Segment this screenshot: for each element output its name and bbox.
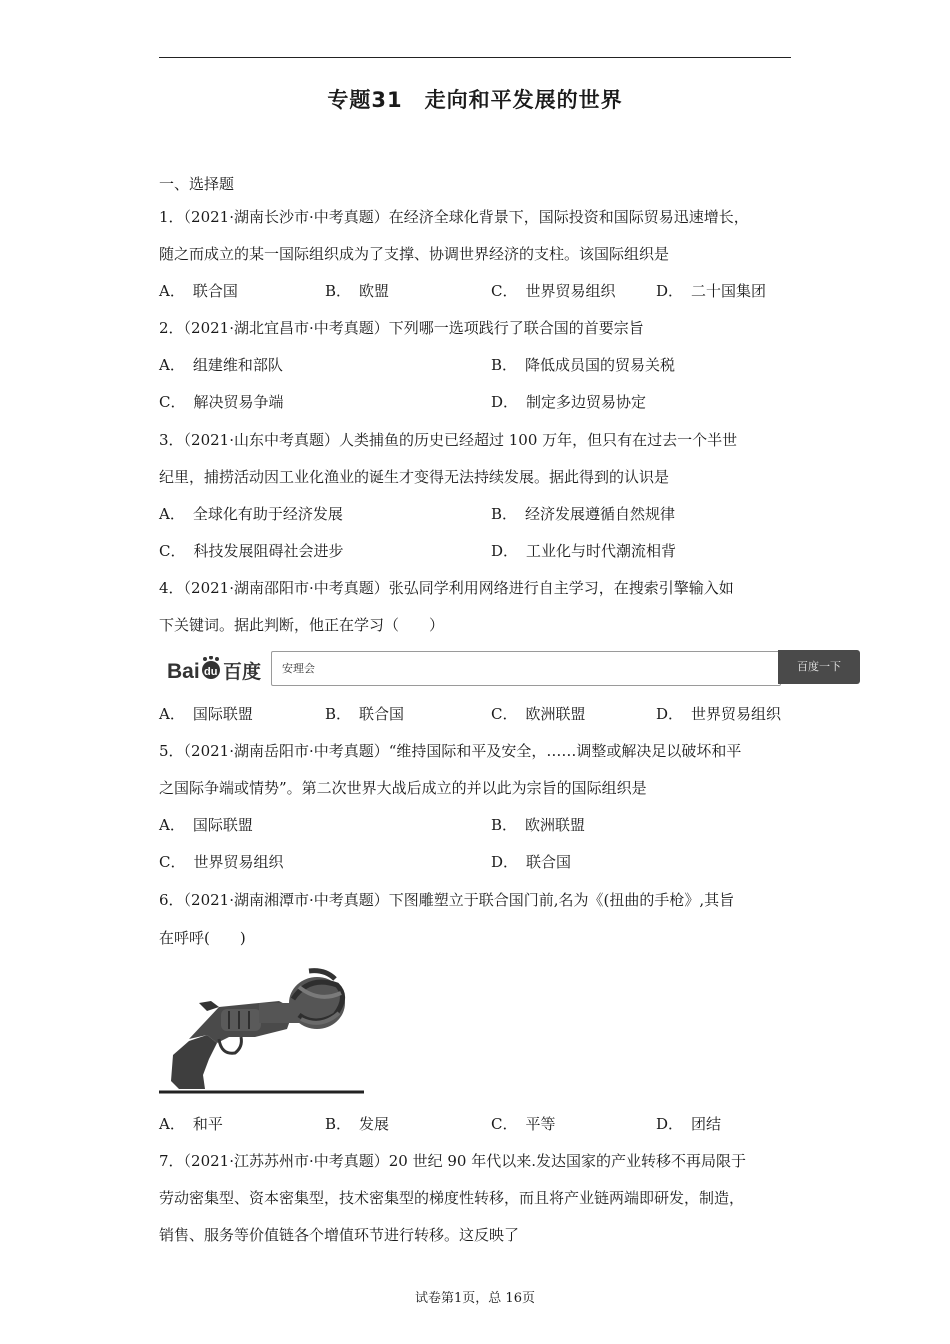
q6-option-b: B． 发展 bbox=[325, 1115, 390, 1133]
q2-line1: 2．（2021·湖北宜昌市·中考真题）下列哪一选项践行了联合国的首要宗旨 bbox=[159, 319, 644, 337]
q1-line1: 1．（2021·湖南长沙市·中考真题）在经济全球化背景下，国际投资和国际贸易迅速增长， bbox=[159, 208, 749, 226]
knotted-gun-sculpture-image bbox=[159, 963, 364, 1095]
q2-option-d: D． 制定多边贸易协定 bbox=[491, 393, 647, 411]
title-number: 专题31 bbox=[327, 88, 403, 112]
q1-option-d: D． 二十国集团 bbox=[656, 282, 767, 300]
q6-line1: 6．（2021·湖南湘潭市·中考真题）下图雕塑立于联合国门前,名为《(扭曲的手枪》,其旨 bbox=[159, 891, 735, 909]
q7-line2: 劳动密集型、资本密集型，技术密集型的梯度性转移，而且将产业链两端即研发，制造， bbox=[159, 1189, 745, 1207]
search-query-text: 安理会 bbox=[282, 662, 315, 675]
svg-text:百度: 百度 bbox=[223, 661, 262, 683]
top-rule bbox=[159, 57, 791, 58]
q3-option-a: A． 全球化有助于经济发展 bbox=[159, 505, 343, 523]
q4-line1: 4．（2021·湖南邵阳市·中考真题）张弘同学利用网络进行自主学习，在搜索引擎输入如 bbox=[159, 579, 734, 597]
q3-line1: 3．（2021·山东中考真题）人类捕鱼的历史已经超过 100 万年，但只有在过去一个半世 bbox=[159, 431, 738, 449]
q3-option-b: B． 经济发展遵循自然规律 bbox=[491, 505, 676, 523]
q1-option-b: B． 欧盟 bbox=[325, 282, 390, 300]
q3-option-d: D． 工业化与时代潮流相背 bbox=[491, 542, 677, 560]
q5-option-a: A． 国际联盟 bbox=[159, 816, 253, 834]
q2-option-a: A． 组建维和部队 bbox=[159, 356, 283, 374]
q6-line2: 在呼呼( ) bbox=[159, 929, 246, 947]
search-button[interactable]: 百度一下 bbox=[778, 650, 860, 684]
baidu-search-image bbox=[163, 648, 841, 690]
title-text: 走向和平发展的世界 bbox=[424, 88, 623, 112]
page-title bbox=[0, 84, 950, 114]
q5-line2: 之国际争端或情势”。第二次世界大战后成立的并以此为宗旨的国际组织是 bbox=[159, 779, 647, 797]
section-heading: 一、选择题 bbox=[159, 175, 235, 193]
q4-option-a: A． 国际联盟 bbox=[159, 705, 253, 723]
svg-text:du: du bbox=[204, 666, 218, 678]
q1-option-c: C． 世界贸易组织 bbox=[491, 282, 616, 300]
q6-option-a: A． 和平 bbox=[159, 1115, 223, 1133]
q6-option-c: C． 平等 bbox=[491, 1115, 556, 1133]
q4-option-b: B． 联合国 bbox=[325, 705, 405, 723]
q2-option-b: B． 降低成员国的贸易关税 bbox=[491, 356, 676, 374]
q1-line2: 随之而成立的某一国际组织成为了支撑、协调世界经济的支柱。该国际组织是 bbox=[159, 245, 670, 263]
q7-line1: 7．（2021·江苏苏州市·中考真题）20 世纪 90 年代以来.发达国家的产业转移不再局限于 bbox=[159, 1152, 747, 1170]
q3-option-c: C． 科技发展阻碍社会进步 bbox=[159, 542, 344, 560]
q7-line3: 销售、服务等价值链各个增值环节进行转移。这反映了 bbox=[159, 1226, 520, 1244]
q5-option-d: D． 联合国 bbox=[491, 853, 572, 871]
search-input[interactable] bbox=[271, 651, 781, 686]
q1-option-a: A． 联合国 bbox=[159, 282, 238, 300]
q6-option-d: D． 团结 bbox=[656, 1115, 722, 1133]
q4-line2: 下关键词。据此判断，他正在学习（ ） bbox=[159, 616, 445, 634]
q2-option-c: C． 解决贸易争端 bbox=[159, 393, 284, 411]
q5-option-b: B． 欧洲联盟 bbox=[491, 816, 586, 834]
svg-text:Bai: Bai bbox=[167, 660, 200, 683]
q3-line2: 纪里，捕捞活动因工业化渔业的诞生才变得无法持续发展。据此得到的认识是 bbox=[159, 468, 670, 486]
page-footer: 试卷第1页，总 16页 bbox=[415, 1291, 535, 1306]
baidu-logo bbox=[167, 656, 265, 684]
q5-option-c: C． 世界贸易组织 bbox=[159, 853, 284, 871]
q4-option-c: C． 欧洲联盟 bbox=[491, 705, 586, 723]
q5-line1: 5．（2021·湖南岳阳市·中考真题）“维持国际和平及安全，……调整或解决足以破坏和平 bbox=[159, 742, 742, 760]
q4-option-d: D． 世界贸易组织 bbox=[656, 705, 782, 723]
